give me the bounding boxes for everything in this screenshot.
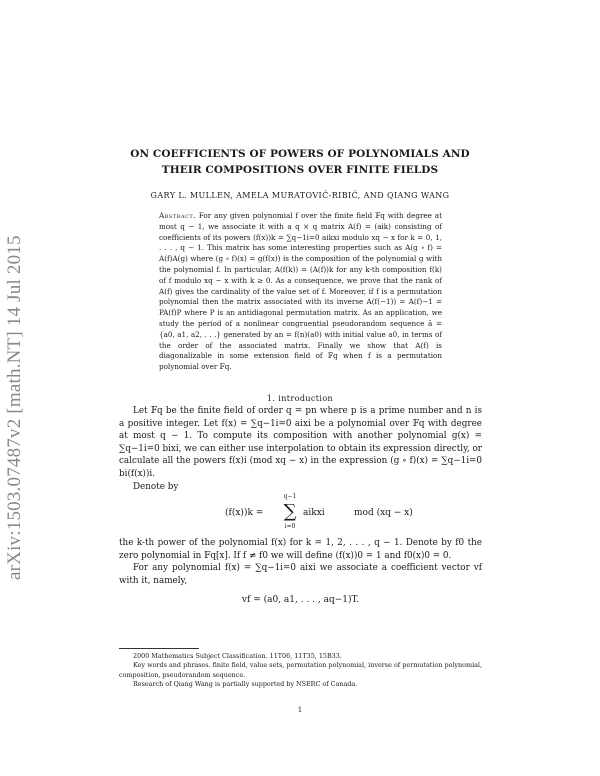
title-line-2: THEIR COMPOSITIONS OVER FINITE FIELDS xyxy=(161,164,439,176)
coefficient-vector-equation: vf = (a0, a1, . . . , aq−1)T. xyxy=(241,594,360,605)
paragraph-3: the k-th power of the polynomial f(x) for k = 1, 2, . . . , q − 1. Denote by f0 the zero polynomial in 𝔽q[x]. If f ≠ f0 we will define (f(x))0 = 1 and f0(x)0 = 0. xyxy=(119,538,482,561)
title-line-1: ON COEFFICIENTS OF POWERS OF POLYNOMIALS AND xyxy=(130,148,470,160)
power-expansion-equation xyxy=(119,493,482,537)
paragraph-4: For any polynomial f(x) = ∑q−1i=0 aixi we associate a coefficient vector vf with it, namely, xyxy=(119,563,482,586)
equation-term: aikxi xyxy=(303,508,325,519)
paper-title xyxy=(120,146,480,178)
equation-lhs: (f(x))k = xyxy=(225,508,264,519)
summation-lower-limit: i=0 xyxy=(284,523,296,531)
summation-upper-limit: q−1 xyxy=(283,493,297,501)
footnote-classification: 2000 Mathematics Subject Classification. 11T06, 11T35, 15B33. xyxy=(133,652,342,660)
section-heading: 1. introduction xyxy=(266,394,334,403)
paragraph-2: Denote by xyxy=(133,481,179,492)
footnote-funding: Research of Qiang Wang is partially supported by NSERC of Canada. xyxy=(133,680,358,689)
author-list: GARY L. MULLEN, AMELA MURATOVIĆ-RIBIĆ, AND QIANG WANG xyxy=(150,191,450,200)
abstract xyxy=(159,211,442,373)
equation-modulus: mod (xq − x) xyxy=(354,508,413,519)
summation xyxy=(282,493,298,531)
footnotes xyxy=(119,652,482,690)
abstract-text: For any given polynomial f over the finite field 𝔽q with degree at most q − 1, we associate it with a q × q matrix A(f) = (aik) consisting of coefficients of its powers (f(x))k = ∑q−1i=0 aikxi modulo xq − x for k = 0, 1, . . . , q − 1. This matrix has some interesting properties such as A(g ∘ f) = A(f)A(g) where (g ∘ f)(x) = g(f(x)) is the composition of the polynomial g with the polynomial f. In particular, A(f(k)) = (A(f))k for any k-th composition f(k) of f modulo xq − x with k ≥ 0. As a consequence, we prove that the rank of A(f) gives the cardinality of the value set of f. Moreover, if f is a permutation polynomial then the matrix associated with its inverse A(f(−1)) = A(f)−1 = PA(f)P where P is an antidiagonal permutation matrix. As an application, we study the period of a nonlinear congruential pseudorandom sequence ā = {a0, a1, a2, . . .} generated by an = f(n)(a0) with initial value a0, in terms of the order of the associated matrix. Finally we show that A(f) is diagonalizable in some extension field of 𝔽q when f is a permutation polynomial over 𝔽q. xyxy=(159,211,442,372)
summation-sigma: ∑ xyxy=(283,501,297,523)
paragraph-1: Let 𝔽q be the finite field of order q = pn where p is a prime number and n is a positive integer. Let f(x) = ∑q−1i=0 aixi be a polynomial over 𝔽q with degree at most q − 1. To compute its composition with another polynomial g(x) = ∑q−1i=0 bixi, we can either use interpolation to obtain its expression directly, or calculate all the powers f(x)i (mod xq − x) in the expression (g ∘ f)(x) = ∑q−1i=0 bi(f(x))i. xyxy=(119,406,482,479)
abstract-label: Abstract. xyxy=(159,211,196,220)
footnote-rule xyxy=(119,648,199,649)
page-number: 1 xyxy=(297,706,303,714)
arxiv-identifier-stamp[interactable]: arXiv:1503.07487v2 [math.NT] 14 Jul 2015 xyxy=(4,235,25,580)
body-text xyxy=(119,405,482,606)
footnote-keywords: Key words and phrases. finite field, value sets, permutation polynomial, inverse of permutation polynomial, composition, pseudorandom sequence. xyxy=(119,661,482,679)
